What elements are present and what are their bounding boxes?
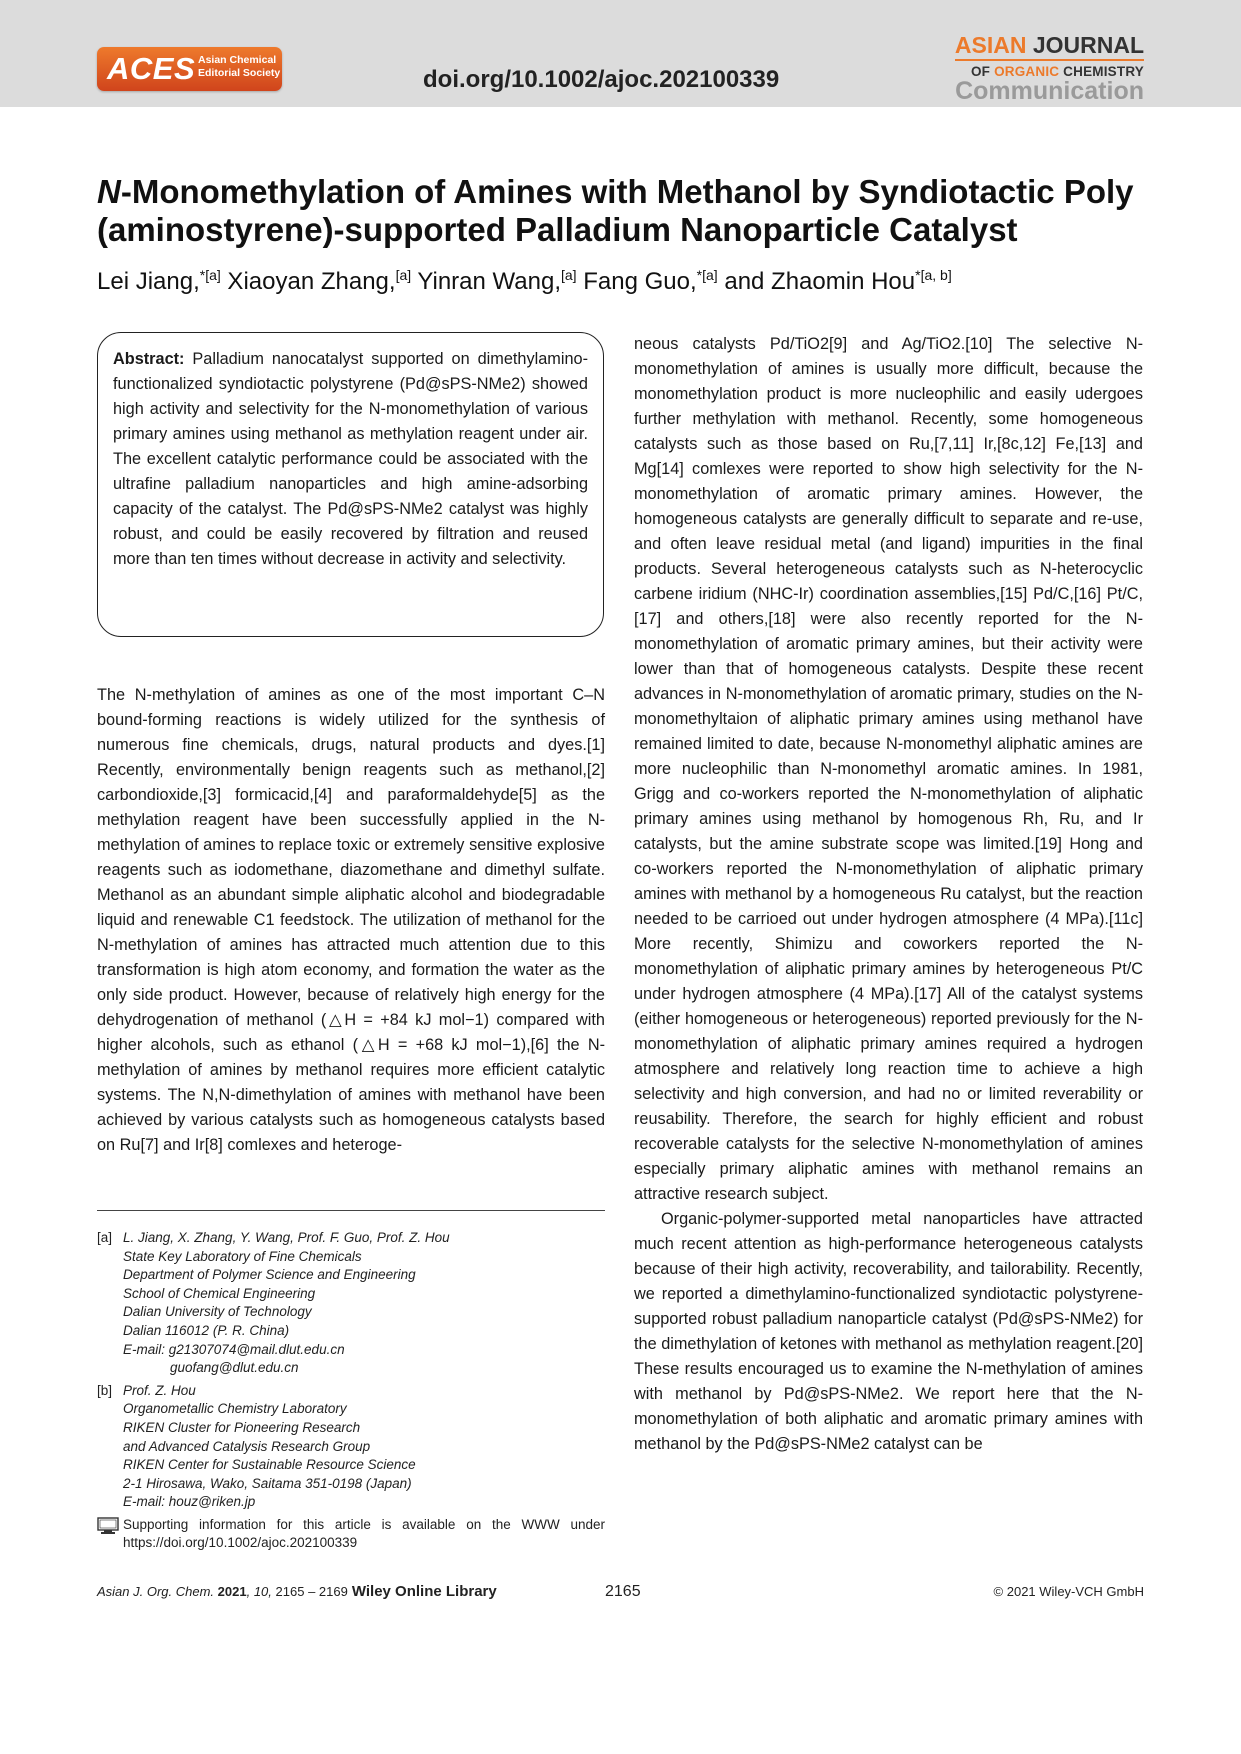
footnote-divider [97,1210,605,1211]
article-title [97,173,1157,249]
abstract-text [113,347,588,572]
affiliation-tag: [b] [97,1382,113,1398]
copyright: © 2021 Wiley-VCH GmbH [993,1584,1144,1599]
author-affiliation-mark: *[a, b] [915,267,952,283]
body-paragraph: neous catalysts Pd/TiO2[9] and Ag/TiO2.[10] The selective N-monomethylation of amines is usually more difficult, because the monomethylation product is more nucleophilic and easily udergoes further methylation with methanol. Recently, some homogeneous catalysts such as those based on Ru,[7,11] Ir,[8c,12] Fe,[13] and Mg[14] comlexes were reported to show high selectivity for the N-monomethylation of aromatic primary amines. However, the homogeneous catalysts are generally difficult to separate and re-use, and often leave residual metal (and ligand) impurities in the final products. Several heterogeneous catalysts such as N-heterocyclic carbene iridium (NHC-Ir) coordination assemblies,[15] Pd/C,[16] Pt/C,[17] and others,[18] were also recently reported for the N-monomethylation of aromatic primary amines, but their activity were lower than that of homogeneous catalysts. Despite these recent advances in N-monomethylation of aromatic primary, studies on the N-monomethyltaion of aliphatic primary amines using methanol have remained limited to date, because N-monomethyl aliphatic amines are more nucleophilic than N-monomethyl aromatic amines. In 1981, Grigg and co-workers reported the N-monomethylation of aliphatic primary amines using methanol by homogenous Rh, Ru, and Ir catalysts, but the amine substrate scope was limited.[19] Hong and co-workers reported the N-monomethylation of aliphatic primary amines with methanol by a homogeneous Ru catalyst, but the reaction needed to be carrioed out under hydrogen atmosphere (4 MPa).[11c] More recently, Shimizu and coworkers reported the N-monomethylation of aliphatic primary amines by heterogeneous Pt/C under hydrogen atmosphere (4 MPa).[17] All of the catalyst systems (either homogeneous or heterogeneous) reported previously for the N-monomethylation of aliphatic primary amines required a hydrogen atmosphere and relatively long reaction time to achieve a high selectivity and high conversion, and had no or limited reverability or reusability. Therefore, the search for highly efficient and robust recoverable catalysts for the selective N-monomethylation of amines especially primary aliphatic amines with methanol remains an attractive research subject. [634,335,1143,1203]
author-list [97,260,1157,297]
affiliation-footnotes [97,1229,605,1552]
author-name: Xiaoyan Zhang, [220,268,396,295]
title-text: -Monomethylation of Amines with Methanol by Syndiotactic Poly (aminostyrene)-supported Palladium Nanoparticle Catalyst [97,173,1134,248]
citation-volume: 10 [253,1584,269,1599]
affiliation-email[interactable]: E-mail: houz@riken.jp [123,1494,256,1510]
supporting-info-note [97,1516,605,1552]
article-type: Communication [955,77,1144,105]
page-footer [97,1582,1144,1602]
journal-logo [955,33,1144,104]
aces-logo-subtitle: Asian Chemical Editorial Society [198,54,281,79]
affiliation-tag: [a] [97,1230,113,1245]
body-right-column [634,332,1143,1457]
affiliation-line: RIKEN Cluster for Pioneering Research [123,1419,361,1435]
computer-monitor-icon [97,1517,119,1540]
journal-name-line1 [955,33,1144,57]
journal-word-of: OF [970,64,995,79]
body-paragraph: The N-methylation of amines as one of the most important C–N bound-forming reactions is widely utilized for the synthesis of numerous fine chemicals, drugs, natural products and dyes.[1] Recently, environmentally benign reagents such as methanol,[2] carbondioxide,[3] formicacid,[4] and paraformaldehyde[5] as the methylation reagent have been successfully applied in the N-methylation of amines to replace toxic or extremely sensitive explosive reagents such as iodomethane, diazomethane and dimethyl sulfate. Methanol as an abundant simple aliphatic alcohol and biodegradable liquid and renewable C1 feedstock. The utilization of methanol for the N-methylation of amines has attracted much attention due to this transformation is high atom economy, and formation the water as the only side product. However, because of relatively high energy for the dehydrogenation of methanol (△H = +84 kJ mol−1) compared with higher alcohols, such as ethanol (△H = +68 kJ mol−1),[6] the N-methylation of amines by methanol requires more efficient catalytic systems. The N,N-dimethylation of amines with methanol have been achieved by various catalysts such as homogeneous catalysts based on Ru[7] and Ir[8] comlexes and heteroge- [97,686,605,1154]
author-affiliation-mark: [a] [561,267,577,283]
author-affiliation-mark: *[a] [199,267,221,283]
abstract-body: Palladium nanocatalyst supported on dimethylamino-functionalized syndiotactic polystyrene (Pd@sPS-NMe2) showed high activity and selectivity for the N-monomethylation of various primary amines using methanol as methylation reagent under air. The excellent catalytic performance could be associated with the ultrafine palladium nanoparticles and high amine-adsorbing capacity of the catalyst. The Pd@sPS-NMe2 catalyst was highly robust, and could be easily recovered by filtration and reused more than ten times without decrease in activity and selectivity. [113,350,588,568]
body-paragraph: Organic-polymer-supported metal nanoparticles have attracted much recent attention as high-performance heterogeneous catalysts because of their high activity, recoverability, and tailorability. Recently, we reported a dimethylamino-functionalized syndiotactic polystyrene-supported robust palladium nanoparticle catalyst (Pd@sPS-NMe2) for the dimethylation of ketones with methanol as methylation reagent.[20] These results encouraged us to examine the N-methylation of amines with methanol by Pd@sPS-NMe2. We report here that the N-monomethylation of both aliphatic and aromatic primary amines with methanol by the Pd@sPS-NMe2 catalyst can be [634,1210,1143,1453]
author-affiliation-mark: *[a] [696,267,718,283]
affiliation-b [97,1382,605,1512]
author-name: Lei Jiang, [97,268,200,295]
affiliation-line: State Key Laboratory of Fine Chemicals [123,1248,362,1264]
supporting-info-text: Supporting information for this article is available on the WWW under https://doi.org/10.1002/ajoc.202100339 [123,1516,605,1550]
affiliation-line: Organometallic Chemistry Laboratory [123,1401,347,1417]
citation-year: 2021 [217,1584,247,1599]
journal-word-chemistry: CHEMISTRY [1059,64,1144,79]
affiliation-line: 2-1 Hirosawa, Wako, Saitama 351-0198 (Japan) [123,1475,412,1491]
journal-word-asian: ASIAN [954,32,1027,58]
doi-link[interactable]: doi.org/10.1002/ajoc.202100339 [423,66,780,93]
journal-word-journal: JOURNAL [1026,32,1144,58]
author-name: Yinran Wang, [411,268,561,295]
affiliation-line: L. Jiang, X. Zhang, Y. Wang, Prof. F. Guo, Prof. Z. Hou [123,1230,450,1245]
affiliation-email[interactable]: E-mail: g21307074@mail.dlut.edu.cn [123,1341,345,1357]
author-name: Fang Guo, [576,268,697,295]
aces-logo [97,47,282,91]
page-number: 2165 [605,1583,641,1600]
body-left-column [97,683,605,1158]
journal-logo-rule [955,59,1144,61]
affiliation-line: Dalian 116012 (P. R. China) [123,1322,290,1338]
affiliation-line: and Advanced Catalysis Research Group [123,1438,371,1454]
affiliation-a [97,1229,605,1378]
journal-abbrev: Asian J. Org. Chem. [97,1584,215,1599]
affiliation-line: Dalian University of Technology [123,1304,312,1320]
journal-citation: Asian J. Org. Chem. 2021, 10, 2165 – 2169 Wiley Online Library [97,1583,497,1600]
title-italic-n: N [97,173,121,210]
affiliation-line: RIKEN Center for Sustainable Resource Science [123,1457,416,1473]
affiliation-line: Department of Polymer Science and Engineering [123,1267,416,1283]
citation-pages: 2165 – 2169 [275,1584,348,1599]
affiliation-line: School of Chemical Engineering [123,1285,316,1301]
aces-logo-word: ACES [107,51,196,86]
abstract-label: Abstract: [113,350,185,368]
affiliation-line: Prof. Z. Hou [123,1382,196,1398]
journal-word-organic: ORGANIC [994,64,1060,79]
abstract-box [97,332,604,637]
author-affiliation-mark: [a] [395,267,412,283]
author-name: and Zhaomin Hou [717,268,916,295]
affiliation-email[interactable]: guofang@dlut.edu.cn [170,1360,299,1376]
wiley-online-library-logo: Wiley Online Library [351,1583,497,1600]
